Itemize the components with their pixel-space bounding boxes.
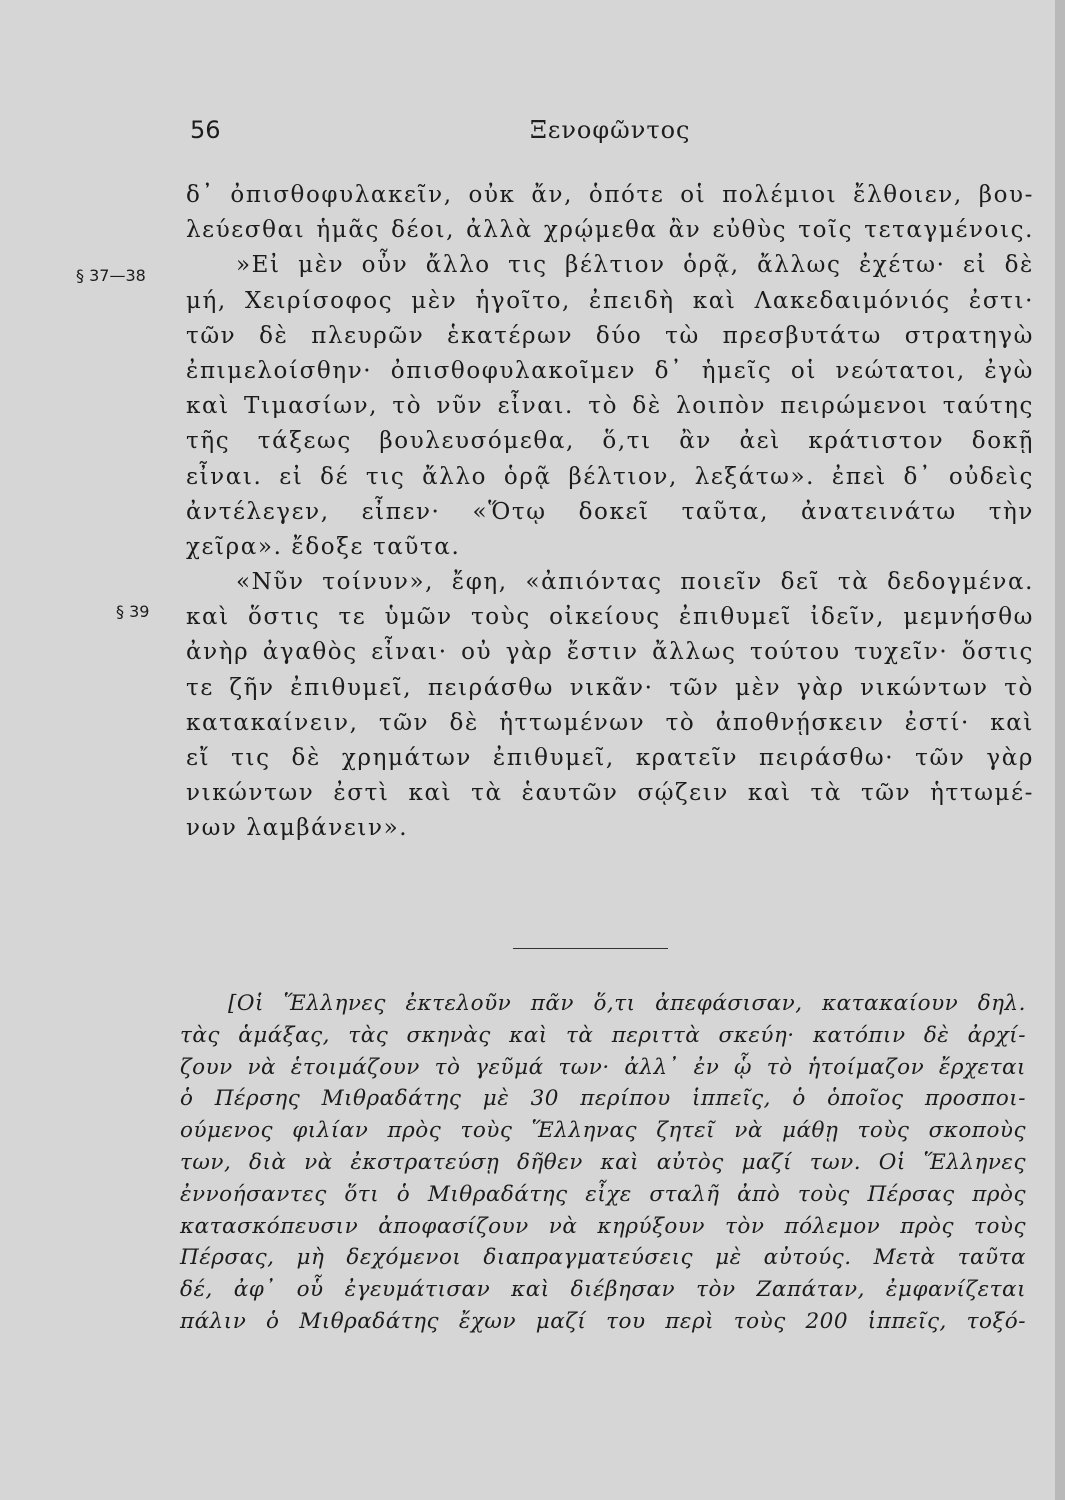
text-line: λεύεσθαι ἡμᾶς δέοι, ἀλλὰ χρῴμεθα ἂν εὐθὺς τοῖς τεταγμένοις. — [186, 217, 1034, 244]
text-line: τῶν δὲ πλευρῶν ἑκατέρων δύο τὼ πρεσβυτάτω στρατηγὼ — [186, 322, 1034, 349]
main-greek-text — [76, 178, 1034, 847]
running-title: Ξενοφῶντος — [530, 116, 691, 144]
summary-note — [180, 988, 1026, 1338]
note-line: [Οἱ Ἕλληνες ἐκτελοῦν πᾶν ὅ,τι ἀπεφάσισαν, κατακαίουν δηλ. — [228, 991, 1026, 1016]
note-line: ἐννοήσαντες ὅτι ὁ Μιθραδάτης εἶχε σταλῆ ἀπὸ τοὺς Πέρσας πρὸς — [180, 1181, 1026, 1207]
text-line: μή, Χειρίσοφος μὲν ἡγοῖτο, ἐπειδὴ καὶ Λακεδαιμόνιός ἐστι· — [186, 287, 1034, 314]
note-line: κατασκόπευσιν ἀποφασίζουν νὰ κηρύξουν τὸν πόλεμον πρὸς τοὺς — [180, 1213, 1026, 1239]
note-line: δέ, ἀφ᾽ οὗ ἐγευμάτισαν καὶ διέβησαν τὸν Ζαπάταν, ἐμφανίζεται — [180, 1277, 1026, 1303]
page-number: 56 — [190, 116, 221, 144]
text-line: καὶ Τιμασίων, τὸ νῦν εἶναι. τὸ δὲ λοιπὸν πειρώμενοι ταύτης — [186, 393, 1034, 420]
section-marker-37-38: § 37—38 — [76, 266, 146, 285]
page-header — [190, 116, 1030, 156]
note-line: ὁ Πέρσης Μιθραδάτης μὲ 30 περίπου ἱππεῖς, ὁ ὁποῖος προσποι- — [180, 1086, 1026, 1112]
text-line: νικώντων ἐστὶ καὶ τὰ ἑαυτῶν σῴζειν καὶ τὰ τῶν ἡττωμέ- — [186, 780, 1034, 807]
text-line: καὶ ὅστις τε ὑμῶν τοὺς οἰκείους ἐπιθυμεῖ ἰδεῖν, μεμνήσθω — [186, 604, 1034, 631]
text-line: ἐπιμελοίσθην· ὀπισθοφυλακοῖμεν δ᾽ ἡμεῖς οἱ νεώτατοι, ἐγὼ — [186, 357, 1034, 384]
note-line: των, διὰ νὰ ἐκστρατεύσῃ δῆθεν καὶ αὐτὸς μαζί των. Οἱ Ἕλληνες — [180, 1149, 1026, 1175]
text-line: χεῖρα». ἔδοξε ταῦτα. — [186, 533, 461, 560]
text-line: εἶναι. εἰ δέ τις ἄλλο ὁρᾷ βέλτιον, λεξάτω». ἐπεὶ δ᾽ οὐδεὶς — [186, 463, 1034, 490]
note-line: πάλιν ὁ Μιθραδάτης ἔχων μαζί του περὶ τοὺς 200 ἱππεῖς, τοξό- — [180, 1308, 1026, 1334]
page-edge-shadow — [1055, 0, 1065, 1500]
text-line: τῆς τάξεως βουλευσόμεθα, ὅ,τι ἂν ἀεὶ κράτιστον δοκῇ — [186, 428, 1034, 455]
text-line: ἀνὴρ ἀγαθὸς εἶναι· οὐ γὰρ ἔστιν ἄλλως τούτου τυχεῖν· ὅστις — [186, 639, 1034, 666]
section-divider — [513, 948, 668, 949]
text-line: »Εἰ μὲν οὖν ἄλλο τις βέλτιον ὁρᾷ, ἄλλως ἐχέτω· εἰ δὲ — [236, 252, 1034, 279]
text-line: νων λαμβάνειν». — [186, 815, 409, 842]
text-line: ἀντέλεγεν, εἶπεν· «Ὅτῳ δοκεῖ ταῦτα, ἀνατεινάτω τὴν — [186, 498, 1034, 525]
section-marker-39: § 39 — [116, 602, 150, 621]
note-line: Πέρσας, μὴ δεχόμενοι διαπραγματεύσεις μὲ αὐτούς. Μετὰ ταῦτα — [180, 1245, 1026, 1271]
text-line: «Νῦν τοίνυν», ἔφη, «ἀπιόντας ποιεῖν δεῖ τὰ δεδογμένα. — [236, 569, 1034, 596]
note-line: ζουν νὰ ἑτοιμάζουν τὸ γεῦμά των· ἀλλ᾽ ἐν ᾧ τὸ ἡτοίμαζον ἔρχεται — [180, 1054, 1026, 1080]
text-line: δ᾽ ὀπισθοφυλακεῖν, οὐκ ἄν, ὁπότε οἱ πολέμιοι ἔλθοιεν, βου- — [186, 182, 1034, 208]
text-line: τε ζῆν ἐπιθυμεῖ, πειράσθω νικᾶν· τῶν μὲν γὰρ νικώντων τὸ — [186, 674, 1034, 701]
note-line: ούμενος φιλίαν πρὸς τοὺς Ἕλληνας ζητεῖ νὰ μάθῃ τοὺς σκοποὺς — [180, 1118, 1026, 1144]
text-line: κατακαίνειν, τῶν δὲ ἡττωμένων τὸ ἀποθνῄσκειν ἐστί· καὶ — [186, 709, 1034, 736]
note-line: τὰς ἁμάξας, τὰς σκηνὰς καὶ τὰ περιττὰ σκεύη· κατόπιν δὲ ἀρχί- — [180, 1022, 1026, 1048]
text-line: εἴ τις δὲ χρημάτων ἐπιθυμεῖ, κρατεῖν πειράσθω· τῶν γὰρ — [186, 745, 1034, 771]
